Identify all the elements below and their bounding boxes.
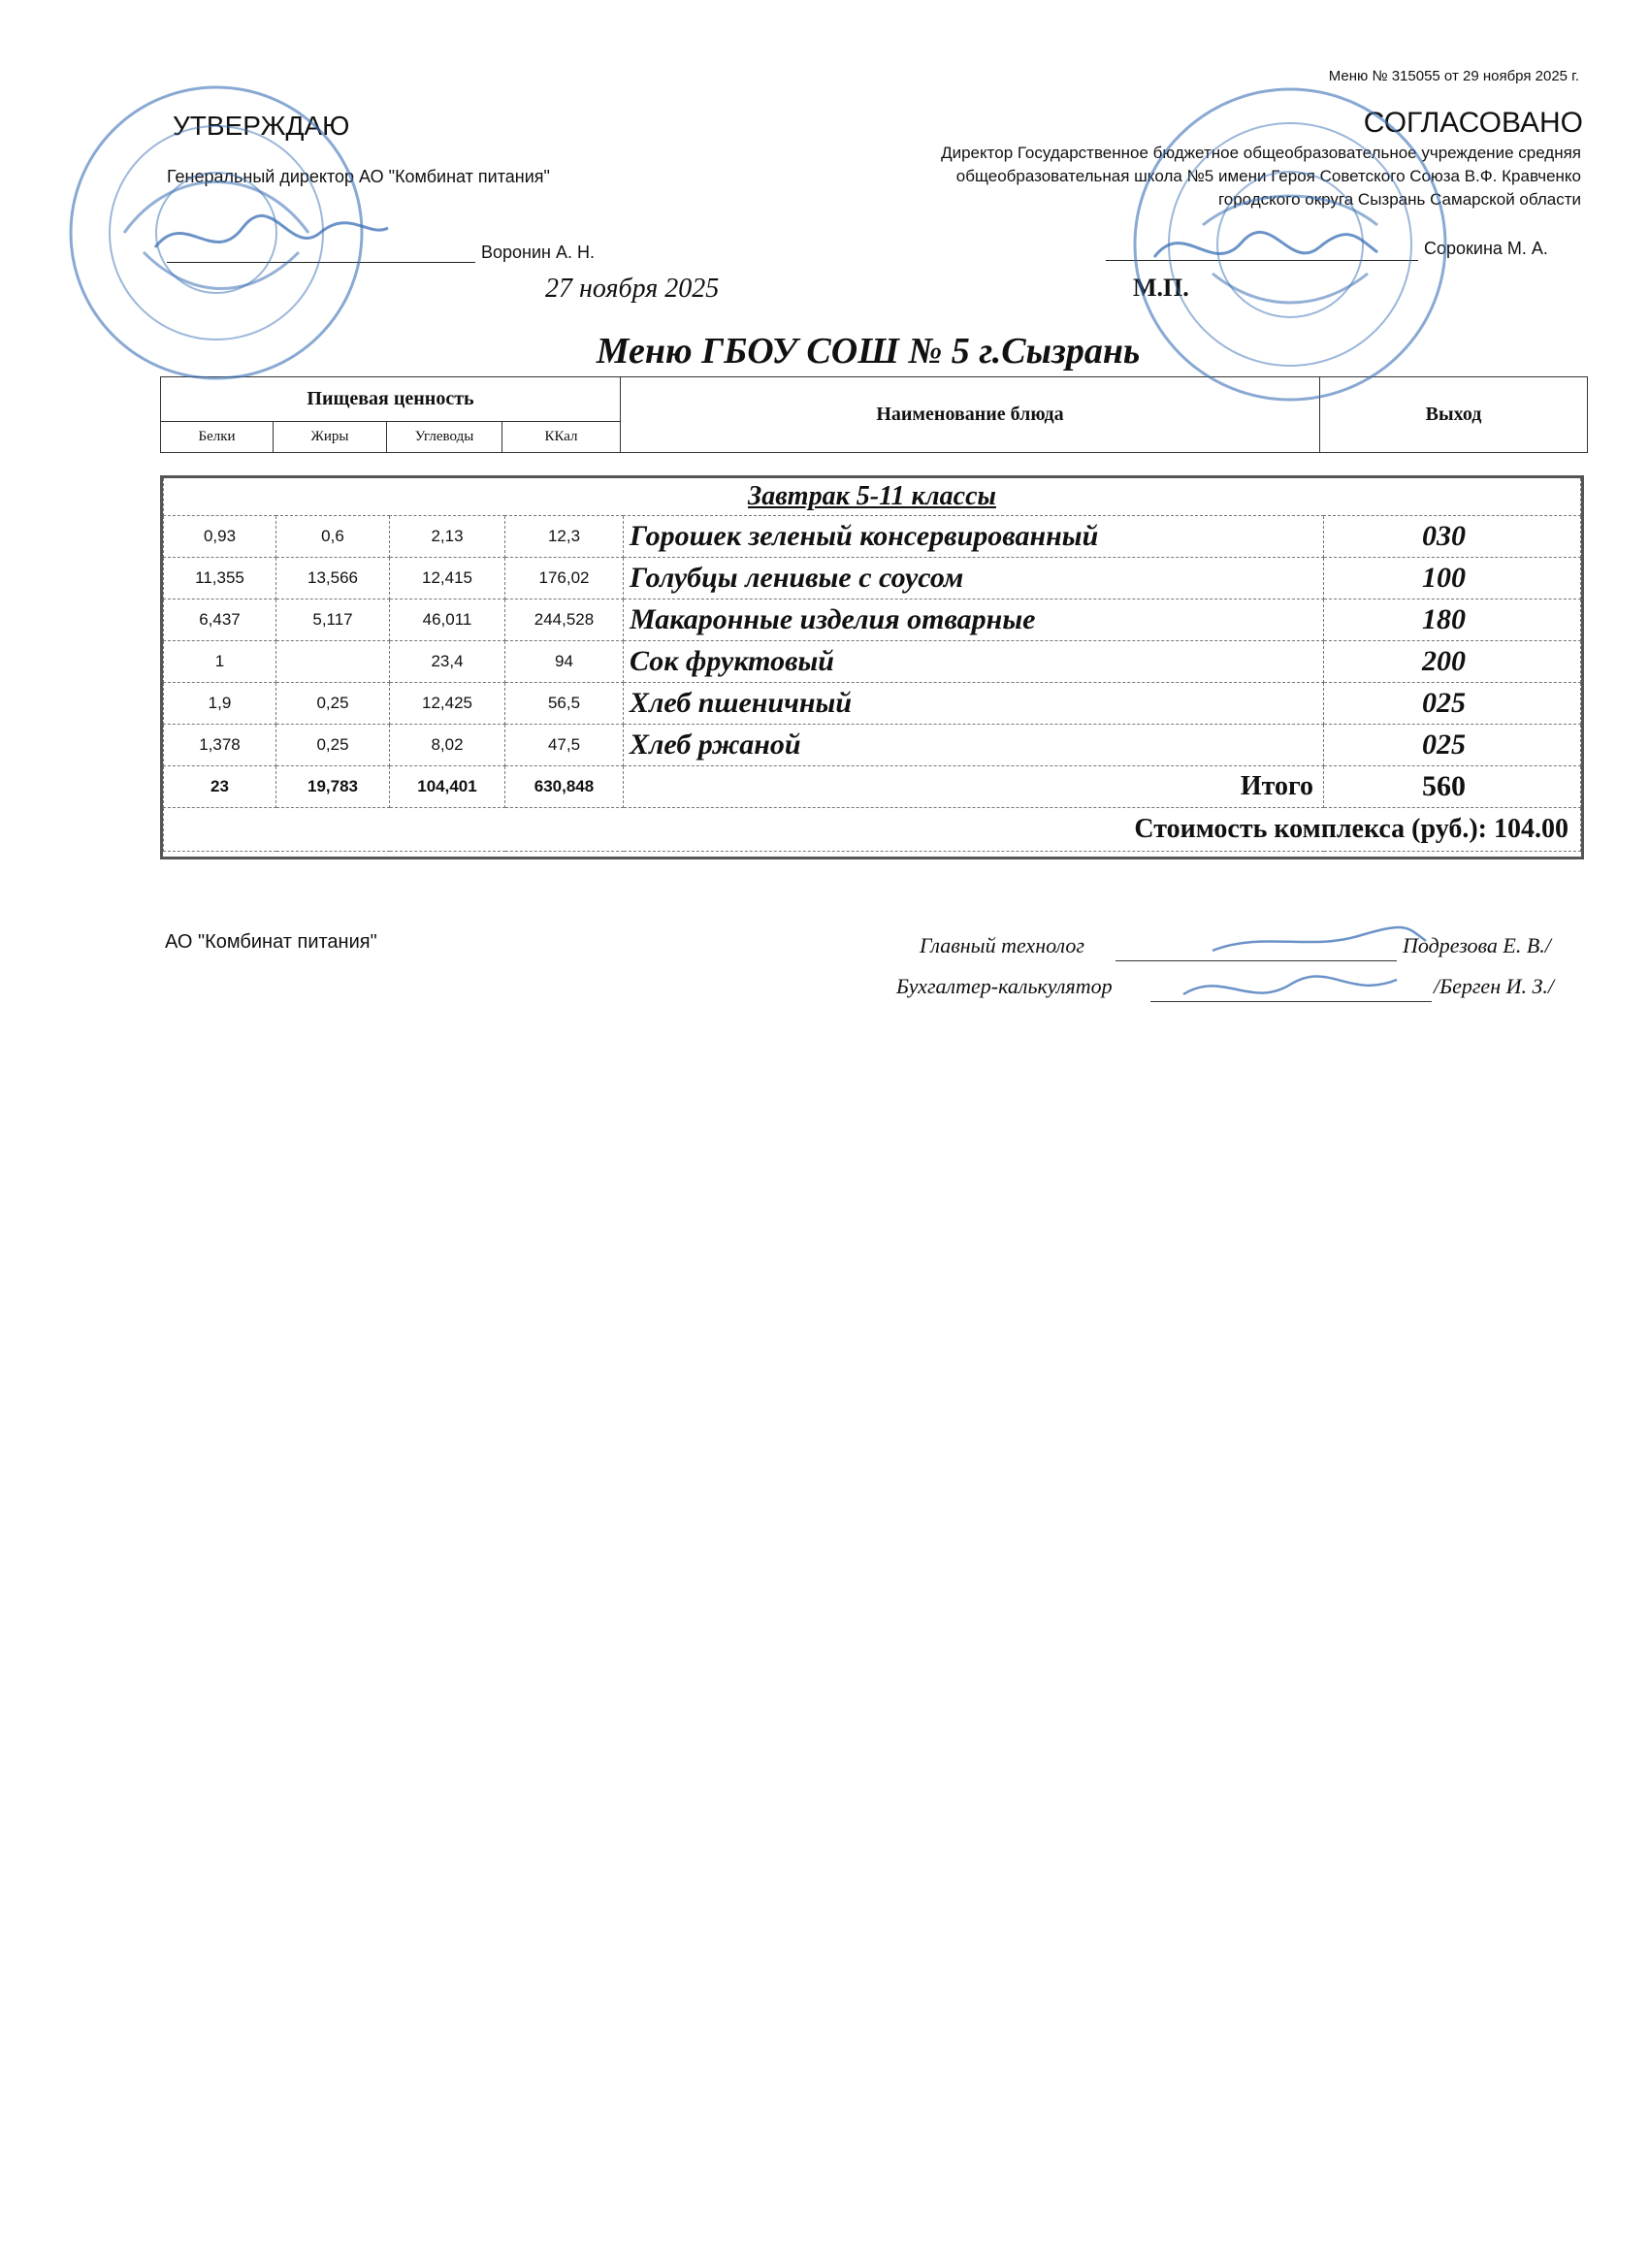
approve-heading: УТВЕРЖДАЮ — [173, 111, 350, 141]
nutrition-header: Пищевая ценность — [161, 377, 621, 422]
fat-cell — [276, 641, 390, 683]
table-row — [164, 725, 1581, 766]
kcal-cell: 47,5 — [505, 725, 624, 766]
document-number: Меню № 315055 от 29 ноября 2025 г. — [1328, 68, 1579, 84]
approver-name: Воронин А. Н. — [481, 243, 595, 262]
dish-cell: Макаронные изделия отварные — [624, 599, 1324, 641]
protein-cell: 0,93 — [164, 516, 276, 558]
fat-cell: 0,25 — [276, 725, 390, 766]
col-fat-header: Жиры — [274, 422, 387, 453]
menu-table — [163, 478, 1581, 852]
protein-cell: 1,9 — [164, 683, 276, 725]
carbs-cell: 2,13 — [390, 516, 505, 558]
dish-cell: Сок фруктовый — [624, 641, 1324, 683]
output-cell: 030 — [1324, 516, 1581, 558]
total-protein-cell: 23 — [164, 766, 276, 808]
total-fat-cell: 19,783 — [276, 766, 390, 808]
page-title: Меню ГБОУ СОШ № 5 г.Сызрань — [596, 331, 1141, 372]
col-carbs-header: Углеводы — [387, 422, 502, 453]
total-row — [164, 766, 1581, 808]
fat-cell: 0,25 — [276, 683, 390, 725]
carbs-cell: 46,011 — [390, 599, 505, 641]
kcal-cell: 244,528 — [505, 599, 624, 641]
kcal-cell: 56,5 — [505, 683, 624, 725]
carbs-cell: 12,415 — [390, 558, 505, 599]
protein-cell: 1 — [164, 641, 276, 683]
agreed-heading: СОГЛАСОВАНО — [1363, 107, 1583, 139]
output-cell: 025 — [1324, 683, 1581, 725]
table-row — [164, 558, 1581, 599]
carbs-cell: 23,4 — [390, 641, 505, 683]
total-kcal-cell: 630,848 — [505, 766, 624, 808]
output-header: Выход — [1320, 377, 1588, 453]
output-cell: 025 — [1324, 725, 1581, 766]
carbs-cell: 12,425 — [390, 683, 505, 725]
kcal-cell: 94 — [505, 641, 624, 683]
approver-position: Генеральный директор АО "Комбинат питания" — [167, 167, 550, 186]
table-row — [164, 599, 1581, 641]
accountant-name: /Берген И. З./ — [1434, 974, 1555, 998]
output-cell: 100 — [1324, 558, 1581, 599]
protein-cell: 6,437 — [164, 599, 276, 641]
table-row — [164, 516, 1581, 558]
kcal-cell: 12,3 — [505, 516, 624, 558]
table-row — [164, 683, 1581, 725]
accountant-signature — [1174, 960, 1406, 1019]
total-carbs-cell: 104,401 — [390, 766, 505, 808]
protein-cell: 1,378 — [164, 725, 276, 766]
dish-cell: Горошек зеленый консервированный — [624, 516, 1324, 558]
section-title: Завтрак 5-11 классы — [164, 478, 1581, 516]
carbs-cell: 8,02 — [390, 725, 505, 766]
fat-cell: 5,117 — [276, 599, 390, 641]
table-row — [164, 641, 1581, 683]
accountant-label: Бухгалтер-калькулятор — [896, 974, 1113, 998]
technologist-name: Подрезова Е. В./ — [1403, 933, 1551, 957]
dish-cell: Хлеб пшеничный — [624, 683, 1324, 725]
agreed-signer-name: Сорокина М. А. — [1424, 239, 1548, 258]
agreed-line-1: Директор Государственное бюджетное общеобразовательное учреждение средняя — [941, 144, 1581, 162]
mp-label: М.П. — [1133, 274, 1189, 302]
protein-cell: 11,355 — [164, 558, 276, 599]
dish-cell: Хлеб ржаной — [624, 725, 1324, 766]
agreed-line-2: общеобразовательная школа №5 имени Героя Советского Союза В.Ф. Кравченко — [955, 167, 1581, 185]
total-label: Итого — [624, 766, 1324, 808]
cost-line: Стоимость комплекса (руб.): 104.00 — [164, 808, 1581, 852]
total-output-cell: 560 — [1324, 766, 1581, 808]
col-protein-header: Белки — [161, 422, 274, 453]
kcal-cell: 176,02 — [505, 558, 624, 599]
agreed-line-3: городского округа Сызрань Самарской области — [1217, 190, 1581, 209]
agreed-signature — [1145, 218, 1387, 286]
output-cell: 200 — [1324, 641, 1581, 683]
dish-cell: Голубцы ленивые с соусом — [624, 558, 1324, 599]
col-kcal-header: ККал — [502, 422, 621, 453]
output-cell: 180 — [1324, 599, 1581, 641]
approval-date: 27 ноября 2025 — [545, 274, 720, 304]
footer-org: АО "Комбинат питания" — [165, 931, 377, 953]
director-signature — [146, 199, 398, 276]
fat-cell: 0,6 — [276, 516, 390, 558]
technologist-label: Главный технолог — [920, 933, 1085, 957]
dish-header: Наименование блюда — [621, 377, 1320, 453]
fat-cell: 13,566 — [276, 558, 390, 599]
